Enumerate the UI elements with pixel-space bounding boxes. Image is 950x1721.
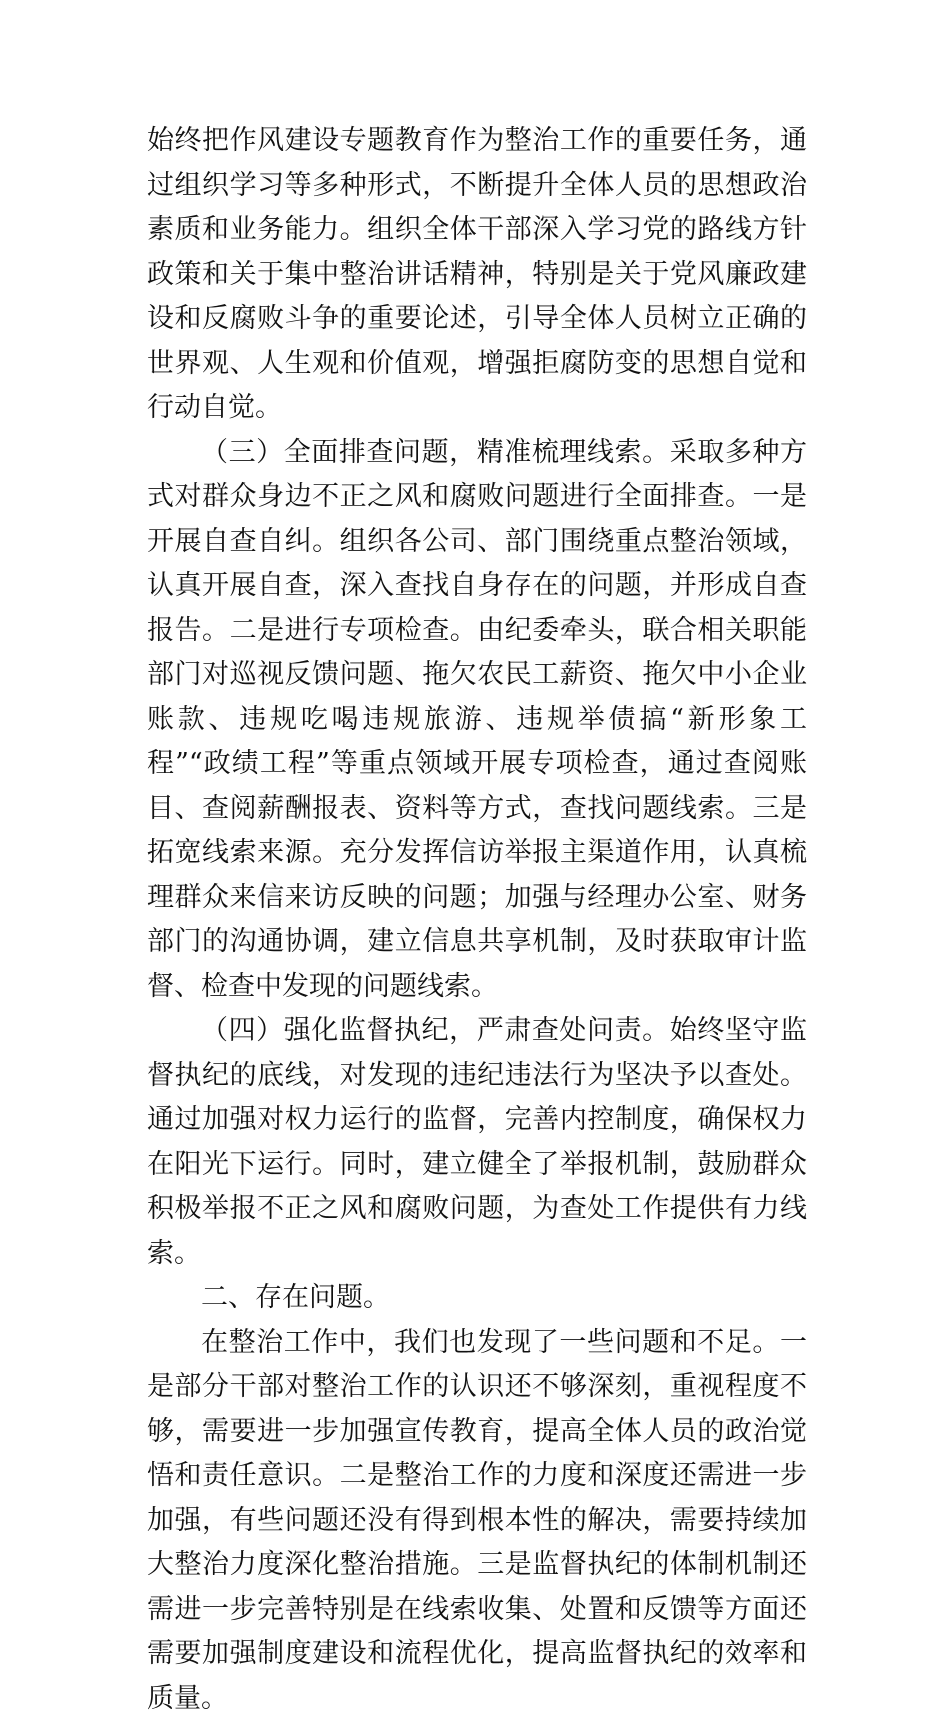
paragraph-section-three-investigation: （三）全面排查问题，精准梳理线索。采取多种方式对群众身边不正之风和腐败问题进行全面排查。一是开展自查自纠。组织各公司、部门围绕重点整治领域，认真开展自查，深入查找自身存在的问题，并形成自查报告。二是进行专项检查。由纪委牵头，联合相关职能部门对巡视反馈问题、拖欠农民工薪资、拖欠中小企业账款、违规吃喝违规旅游、违规举债搞“新形象工程”“政绩工程”等重点领域开展专项检查，通过查阅账目、查阅薪酬报表、资料等方式，查找问题线索。三是拓宽线索来源。充分发挥信访举报主渠道作用，认真梳理群众来信来访反映的问题；加强与经理办公室、财务部门的沟通协调，建立信息共享机制，及时获取审计监督、检查中发现的问题线索。 [147, 431, 807, 1010]
document-page [147, 119, 807, 1721]
paragraph-problems-detail: 在整治工作中，我们也发现了一些问题和不足。一是部分干部对整治工作的认识还不够深刻，重视程度不够，需要进一步加强宣传教育，提高全体人员的政治觉悟和责任意识。二是整治工作的力度和深度还需进一步加强，有些问题还没有得到根本性的解决，需要持续加大整治力度深化整治措施。三是监督执纪的体制机制还需进一步完善特别是在线索收集、处置和反馈等方面还需要加强制度建设和流程优化，提高监督执纪的效率和质量。 [147, 1321, 807, 1721]
paragraph-study-education: 始终把作风建设专题教育作为整治工作的重要任务，通过组织学习等多种形式，不断提升全体人员的思想政治素质和业务能力。组织全体干部深入学习党的路线方针政策和关于集中整治讲话精神，特别是关于党风廉政建设和反腐败斗争的重要论述，引导全体人员树立正确的世界观、人生观和价值观，增强拒腐防变的思想自觉和行动自觉。 [147, 119, 807, 431]
section-heading-problems: 二、存在问题。 [147, 1276, 807, 1321]
paragraph-section-four-supervision: （四）强化监督执纪，严肃查处问责。始终坚守监督执纪的底线，对发现的违纪违法行为坚决予以查处。通过加强对权力运行的监督，完善内控制度，确保权力在阳光下运行。同时，建立健全了举报机制，鼓励群众积极举报不正之风和腐败问题，为查处工作提供有力线索。 [147, 1009, 807, 1276]
